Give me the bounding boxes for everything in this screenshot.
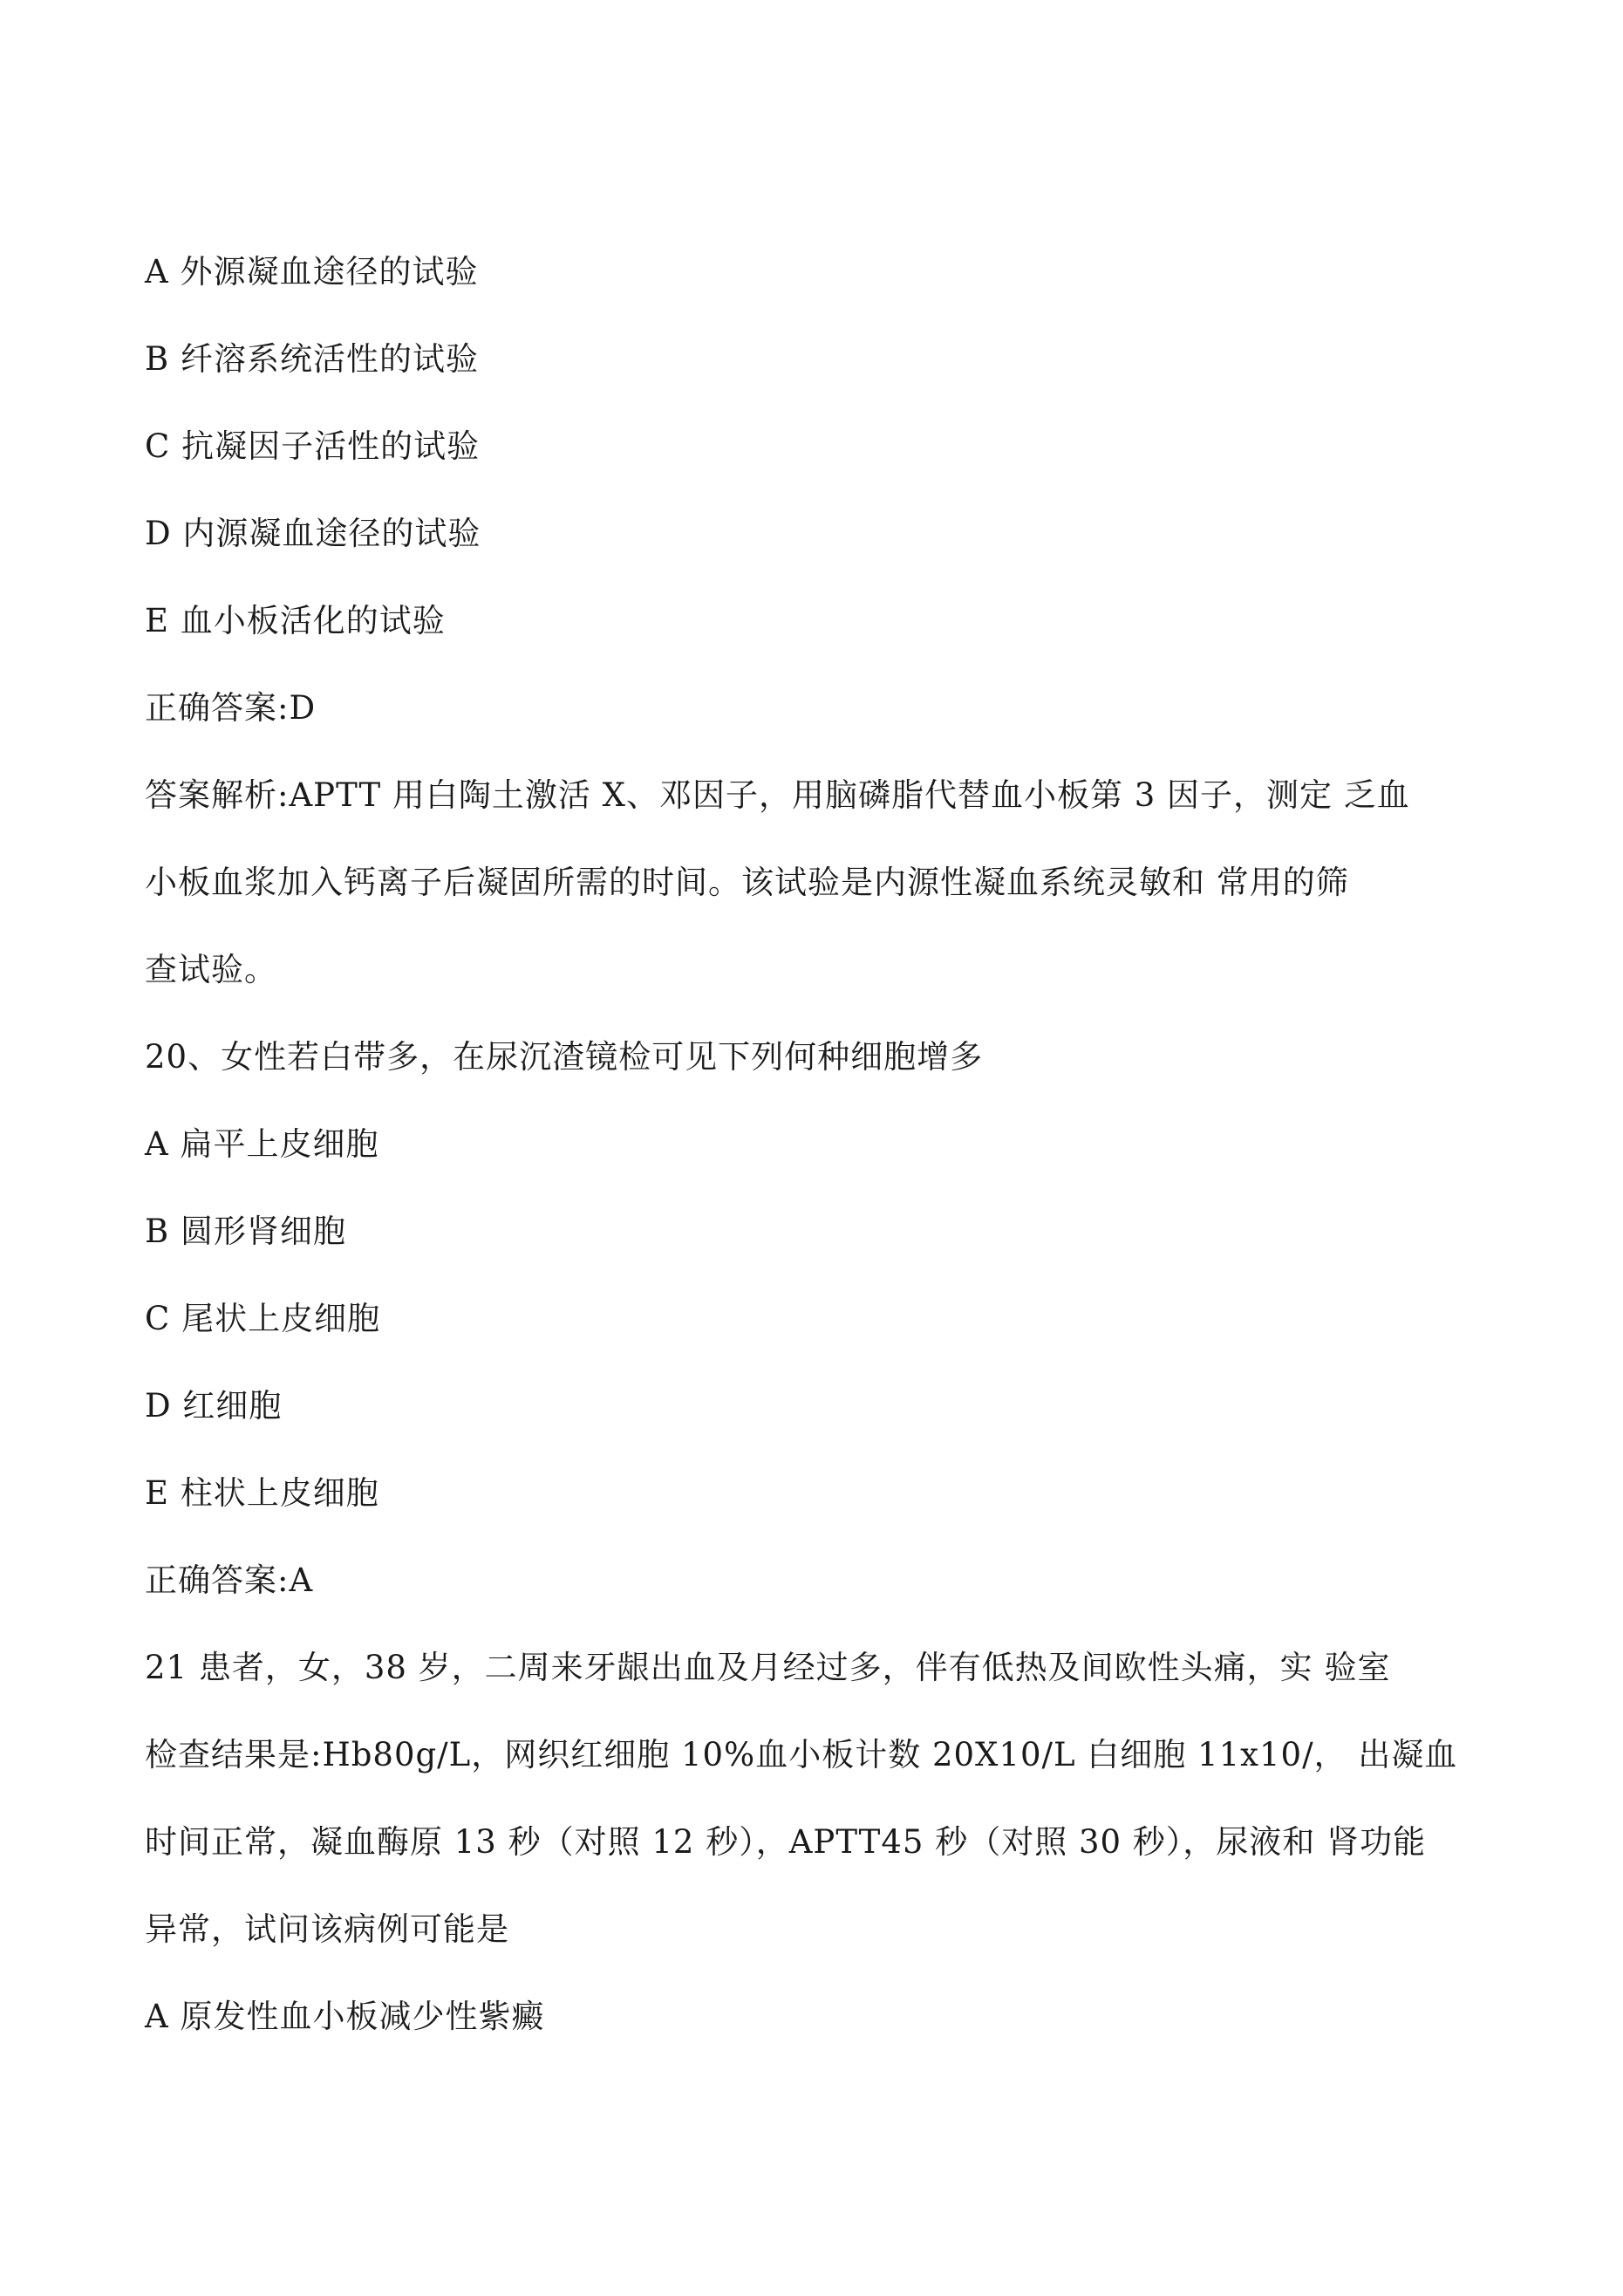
- q19-explanation-line-2: 小板血浆加入钙离子后凝固所需的时间。该试验是内源性凝血系统灵敏和 常用的筛: [145, 864, 1349, 901]
- q19-answer: 正确答案:D: [145, 689, 317, 727]
- q20-option-c: C 尾状上皮细胞: [145, 1300, 381, 1337]
- q21-question-line-1: 21 患者，女，38 岁，二周来牙龈出血及月经过多，伴有低热及间欧性头痛，实 验室: [145, 1649, 1391, 1686]
- q21-question-line-2: 检查结果是:Hb80g/L，网织红细胞 10%血小板计数 20X10/L 白细胞 11x10/， 出凝血: [145, 1736, 1458, 1773]
- q21-question-line-4: 异常，试问该病例可能是: [145, 1910, 509, 1948]
- q20-option-b: B 圆形肾细胞: [145, 1213, 346, 1250]
- q19-option-d: D 内源凝血途径的试验: [145, 515, 481, 552]
- q21-question-line-3: 时间正常，凝血酶原 13 秒（对照 12 秒），APTT45 秒（对照 30 秒），尿液和 肾功能: [145, 1823, 1427, 1861]
- q19-option-a: A 外源凝血途径的试验: [145, 253, 479, 290]
- q19-option-c: C 抗凝因子活性的试验: [145, 427, 481, 465]
- q20-answer: 正确答案:A: [145, 1561, 314, 1599]
- q20-option-d: D 红细胞: [145, 1387, 283, 1425]
- q19-option-b: B 纤溶系统活性的试验: [145, 340, 479, 378]
- q19-explanation-line-1: 答案解析:APTT 用白陶土激活 X、邓因子，用脑磷脂代替血小板第 3 因子，测定 乏血: [145, 776, 1410, 814]
- q20-option-e: E 柱状上皮细胞: [145, 1474, 379, 1512]
- q19-option-e: E 血小板活化的试验: [145, 602, 446, 639]
- q20-question: 20、女性若白带多，在尿沉渣镜检可见下列何种细胞增多: [145, 1038, 984, 1076]
- q20-option-a: A 扁平上皮细胞: [145, 1125, 379, 1163]
- q21-option-a: A 原发性血小板减少性紫癜: [145, 1998, 545, 2035]
- q19-explanation-line-3: 查试验。: [145, 951, 277, 988]
